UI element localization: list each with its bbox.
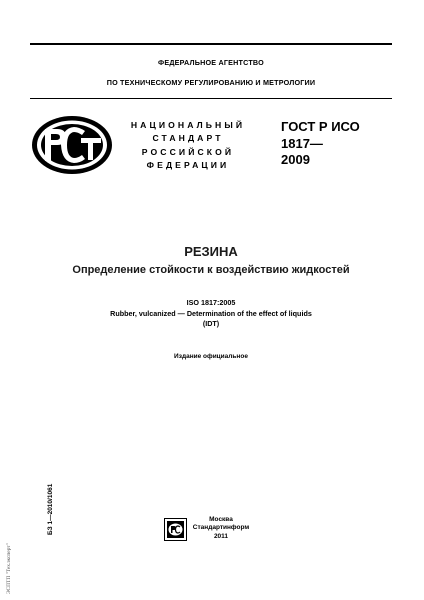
document-title: РЕЗИНА — [184, 244, 238, 259]
standard-kind-line: ФЕДЕРАЦИИ — [146, 159, 230, 170]
rst-conformity-mark-icon — [31, 115, 113, 175]
document-subtitle: Определение стойкости к воздействию жидкостей — [72, 264, 350, 276]
publisher-line: Стандартинформ — [192, 524, 250, 532]
agency-line-2: ПО ТЕХНИЧЕСКОМУ РЕГУЛИРОВАНИЮ И МЕТРОЛОГИИ — [106, 78, 316, 87]
top-rule — [30, 43, 392, 45]
standard-kind-line: РОССИЙСКОЙ — [141, 146, 235, 157]
standartinform-logo-icon — [164, 518, 187, 541]
agency-line-1: ФЕДЕРАЛЬНОЕ АГЕНТСТВО — [158, 58, 264, 67]
side-code: БЗ 1—2010/1061 — [47, 483, 54, 535]
standard-code — [281, 119, 391, 169]
side-stamp: ЭСПТП "Тех.эксперт" — [6, 543, 12, 594]
middle-rule — [30, 98, 392, 99]
iso-identity: (IDT) — [202, 319, 220, 329]
standard-code-line: 2009 — [281, 152, 310, 167]
publisher-block — [190, 516, 252, 541]
standard-kind-line: СТАНДАРТ — [152, 133, 224, 144]
standard-code-line: ГОСТ Р ИСО — [281, 119, 360, 134]
standard-kind-line: НАЦИОНАЛЬНЫЙ — [130, 120, 246, 130]
iso-english-title: Rubber, vulcanized — Determination of the effect of liquids — [110, 308, 312, 318]
iso-ref: ISO 1817:2005 — [186, 298, 236, 307]
publisher-line: Москва — [209, 516, 233, 523]
iso-reference-block — [30, 298, 392, 330]
publisher-line: 2011 — [213, 532, 229, 540]
standard-kind — [118, 119, 258, 172]
standard-code-line: 1817— — [281, 135, 323, 151]
edition-label: Издание официальное — [174, 353, 248, 360]
